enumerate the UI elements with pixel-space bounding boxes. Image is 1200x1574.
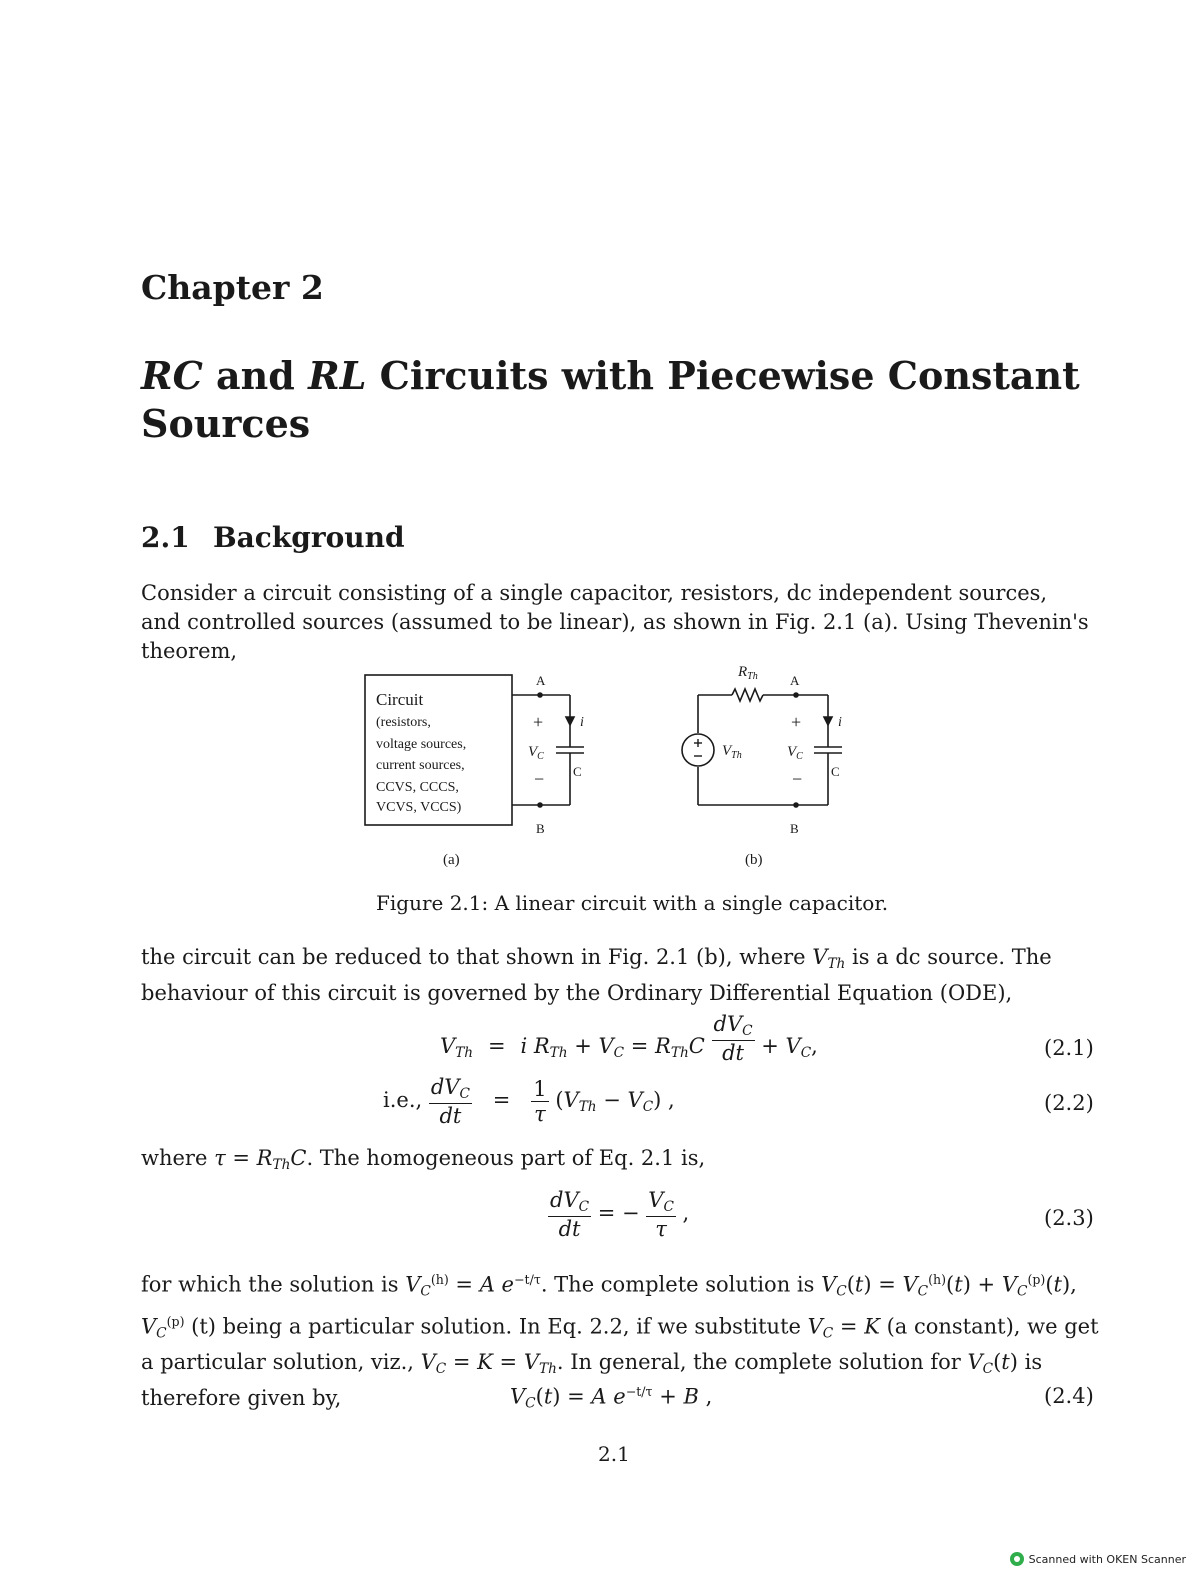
box-line-3: voltage sources, (376, 737, 467, 752)
minus-sign-b: − (792, 769, 803, 789)
section-title: Background (213, 521, 405, 554)
current-label-a: i (580, 715, 584, 730)
box-line-4: current sources, (376, 758, 465, 773)
current-arrow-a (566, 717, 574, 725)
equation-number-2-3: (2.3) (1044, 1206, 1094, 1230)
voltage-source-circle (682, 734, 714, 766)
scanner-watermark (1010, 1552, 1186, 1566)
equation-2-4: $V_C(t) = A$ $e^{-t/\tau} + B$ , (510, 1384, 713, 1412)
page-number: 2.1 (598, 1442, 630, 1466)
cap-label-a: C (573, 764, 582, 779)
section-heading (141, 521, 405, 554)
title-rl: RL (308, 353, 367, 398)
equation-number-2-4: (2.4) (1044, 1384, 1094, 1408)
paragraph-solution: for which the solution is $V_C^{(h)} = A$ $e^{-t/\tau}$. The complete solution is $V_C(t) = V_C^{(h)}(t) + V_C^{(p)}(t)$, $V_C^{(p)}$ (t) being a particular solution. In Eq. 2.2, if we substitute $V_C = K$ (a constant), we get a particular solution, viz., $V_C = K = V_{Th}$. In general, the complete solution for $V_C(t)$ is therefore given by, (141, 1272, 1099, 1411)
panel-b (682, 689, 842, 807)
resistor-zigzag (732, 689, 763, 701)
node-b-label: B (536, 821, 545, 836)
equation-2-1: $V_{Th} = i$ $R_{Th} + V_C = R_{Th}C$ $\frac{dV_C}{dt}$ + $V_C$, (440, 1012, 818, 1065)
plus-sign-a: + (533, 712, 544, 732)
equation-number-2-1: (2.1) (1044, 1036, 1094, 1060)
node-a-label-b: A (790, 673, 800, 688)
circuit-figure (330, 655, 870, 880)
equation-number-2-2: (2.2) (1044, 1091, 1094, 1115)
paragraph-tau: where $\tau = R_{Th}C$. The homogeneous part of Eq. 2.1 is, (141, 1146, 706, 1174)
current-arrow-b (824, 717, 832, 725)
equation-2-3: $\frac{dV_C}{dt}$ = − $\frac{V_C}{\tau}$ , (550, 1188, 690, 1241)
section-number: 2.1 (141, 521, 190, 554)
box-line-6: VCVS, VCCS) (376, 800, 462, 815)
scanner-logo-icon (1010, 1552, 1024, 1566)
ie-label: i.e., (383, 1087, 423, 1112)
title-rest: Circuits with Piecewise Constant Sources (141, 353, 1080, 446)
chapter-label: Chapter 2 (141, 268, 324, 307)
box-line-2: (resistors, (376, 715, 431, 730)
paragraph-thevenin: the circuit can be reduced to that shown in Fig. 2.1 (b), where $V_{Th}$ is a dc source. The behaviour of this circuit is governed by the Ordinary Differential Equation (ODE), (141, 945, 1052, 1006)
box-line-5: CCVS, CCCS, (376, 780, 459, 795)
v-th-label: $V_{Th}$ (722, 743, 742, 761)
panel-a-sublabel: (a) (443, 852, 460, 868)
node-a-label: A (536, 673, 546, 688)
chapter-title (141, 352, 1101, 448)
panel-b-sublabel: (b) (745, 852, 763, 868)
watermark-text: Scanned with OKEN Scanner (1028, 1552, 1186, 1566)
box-line-1: Circuit (376, 690, 424, 709)
paragraph-intro: Consider a circuit consisting of a single capacitor, resistors, dc independent sources, and controlled sources (assumed to be linear), as shown in Fig. 2.1 (a). Using Thevenin's theorem, (141, 581, 1089, 663)
plus-sign-b: + (791, 712, 802, 732)
panel-a-labels (376, 673, 584, 868)
equation-2-2: i.e., $\frac{dV_C}{dt}$ = $\frac{1}{\tau}$ $(V_{Th} - V_C)$ , (383, 1075, 675, 1128)
r-th-label: $R_{Th}$ (738, 664, 758, 682)
minus-sign-a: − (534, 769, 545, 789)
vc-label-b: $V_C$ (787, 744, 803, 762)
node-b-label-b: B (790, 821, 799, 836)
vc-label-a: $V_C$ (528, 744, 544, 762)
figure-caption: Figure 2.1: A linear circuit with a single capacitor. (376, 891, 889, 915)
current-label-b: i (838, 715, 842, 730)
title-rc: RC (141, 353, 203, 398)
cap-label-b: C (831, 764, 840, 779)
title-and: and (202, 353, 309, 398)
